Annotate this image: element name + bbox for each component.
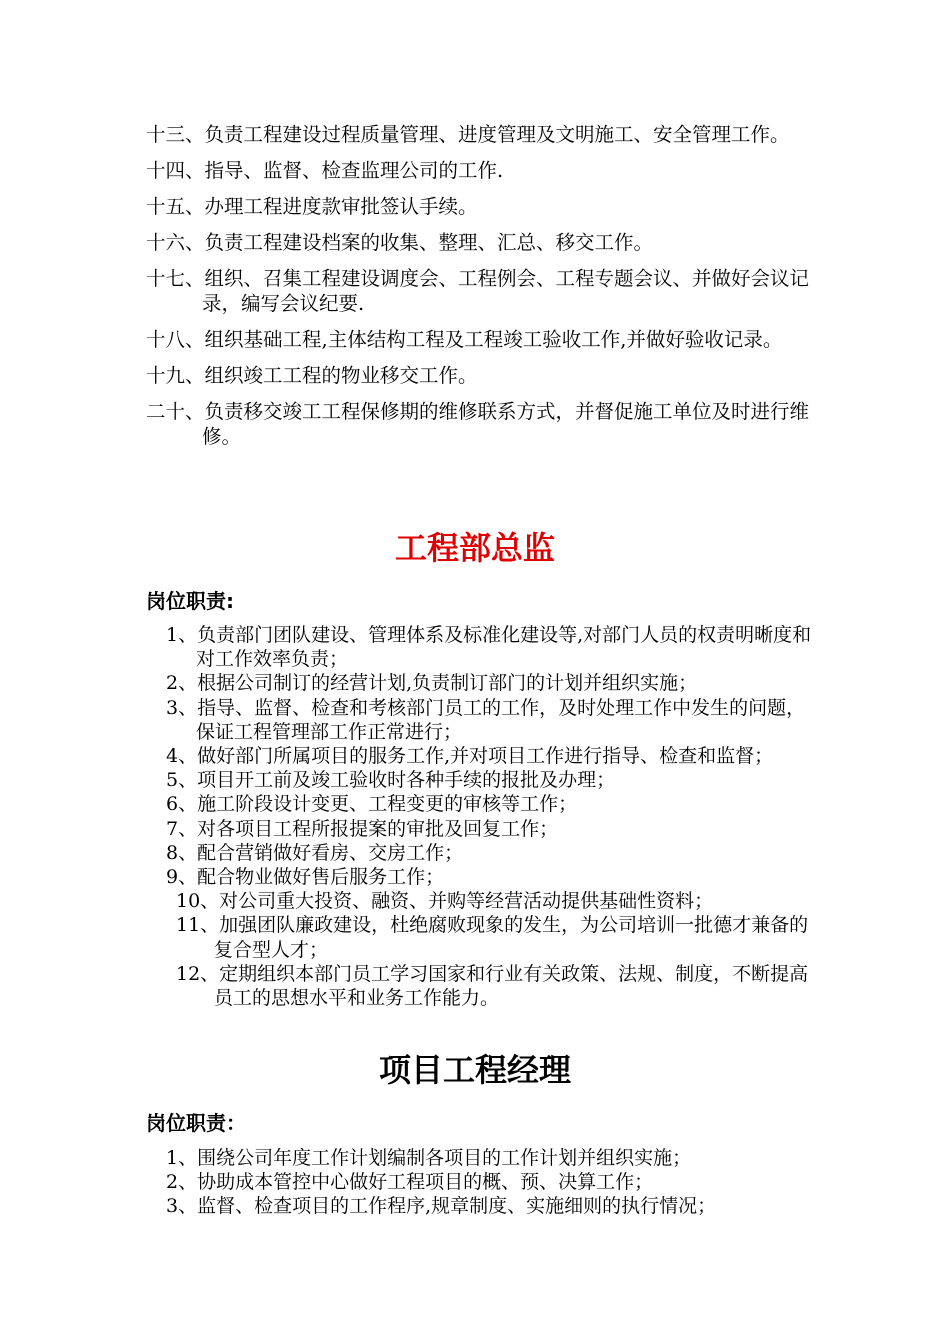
list-item: 1、负责部门团队建设、管理体系及标准化建设等,对部门人员的权责明晰度和对工作效率负责；: [166, 624, 812, 671]
list-item: 8、配合营销做好看房、交房工作；: [166, 841, 464, 864]
list-item: 7、对各项目工程所报提案的审批及回复工作；: [166, 817, 559, 840]
section-title-project-manager: 项目工程经理: [378, 1051, 571, 1089]
sub-heading-duties: 岗位职责：: [146, 1111, 246, 1135]
list-item: 5、项目开工前及竣工验收时各种手续的报批及办理；: [166, 769, 616, 792]
manager-duty-list: [166, 1146, 816, 1219]
list-item: 10、对公司重大投资、融资、并购等经营活动提供基础性资料；: [176, 890, 714, 913]
sub-heading-duties: 岗位职责:: [146, 589, 234, 613]
list-item: 12、定期组织本部门员工学习国家和行业有关政策、法规、制度，不断提高员工的思想水平和业务工作能力。: [176, 962, 809, 1010]
list-item: 2、协助成本管控中心做好工程项目的概、预、决算工作；: [166, 1171, 654, 1194]
list-item: 9、配合物业做好售后服务工作；: [166, 866, 445, 889]
duty-list-continued: [146, 122, 816, 460]
list-item: 2、根据公司制订的经营计划,负责制订部门的计划并组织实施；: [166, 672, 698, 695]
list-item: 4、做好部门所属项目的服务工作,并对项目工作进行指导、检查和监督；: [166, 745, 774, 768]
list-item: 十四、指导、监督、检查监理公司的工作.: [146, 159, 504, 182]
list-item: 十三、负责工程建设过程质量管理、进度管理及文明施工、安全管理工作。: [146, 123, 790, 146]
list-item: 6、施工阶段设计变更、工程变更的审核等工作；: [166, 793, 578, 816]
list-item: 11、加强团队廉政建设，杜绝腐败现象的发生，为公司培训一批德才兼备的复合型人才；: [176, 914, 809, 961]
list-item: 十五、办理工程进度款审批签认手续。: [146, 195, 478, 218]
list-item: 3、指导、监督、检查和考核部门员工的工作，及时处理工作中发生的问题，保证工程管理部工作正常进行；: [166, 696, 806, 743]
section-title-engineering-director: 工程部总监: [394, 529, 555, 567]
list-item: 十七、组织、召集工程建设调度会、工程例会、工程专题会议、并做好会议记录，编写会议纪要.: [146, 267, 810, 315]
list-item: 十九、组织竣工工程的物业移交工作。: [146, 364, 478, 387]
list-item: 1、围绕公司年度工作计划编制各项目的工作计划并组织实施；: [166, 1147, 692, 1169]
list-item: 十八、组织基础工程,主体结构工程及工程竣工验收工作,并做好验收记录。: [146, 328, 783, 351]
director-duty-list: [166, 623, 816, 1010]
list-item: 二十、负责移交竣工工程保修期的维修联系方式，并督促施工单位及时进行维修。: [146, 400, 810, 448]
list-item: 十六、负责工程建设档案的收集、整理、汇总、移交工作。: [146, 231, 654, 254]
list-item: 3、监督、检查项目的工作程序,规章制度、实施细则的执行情况；: [166, 1195, 717, 1218]
